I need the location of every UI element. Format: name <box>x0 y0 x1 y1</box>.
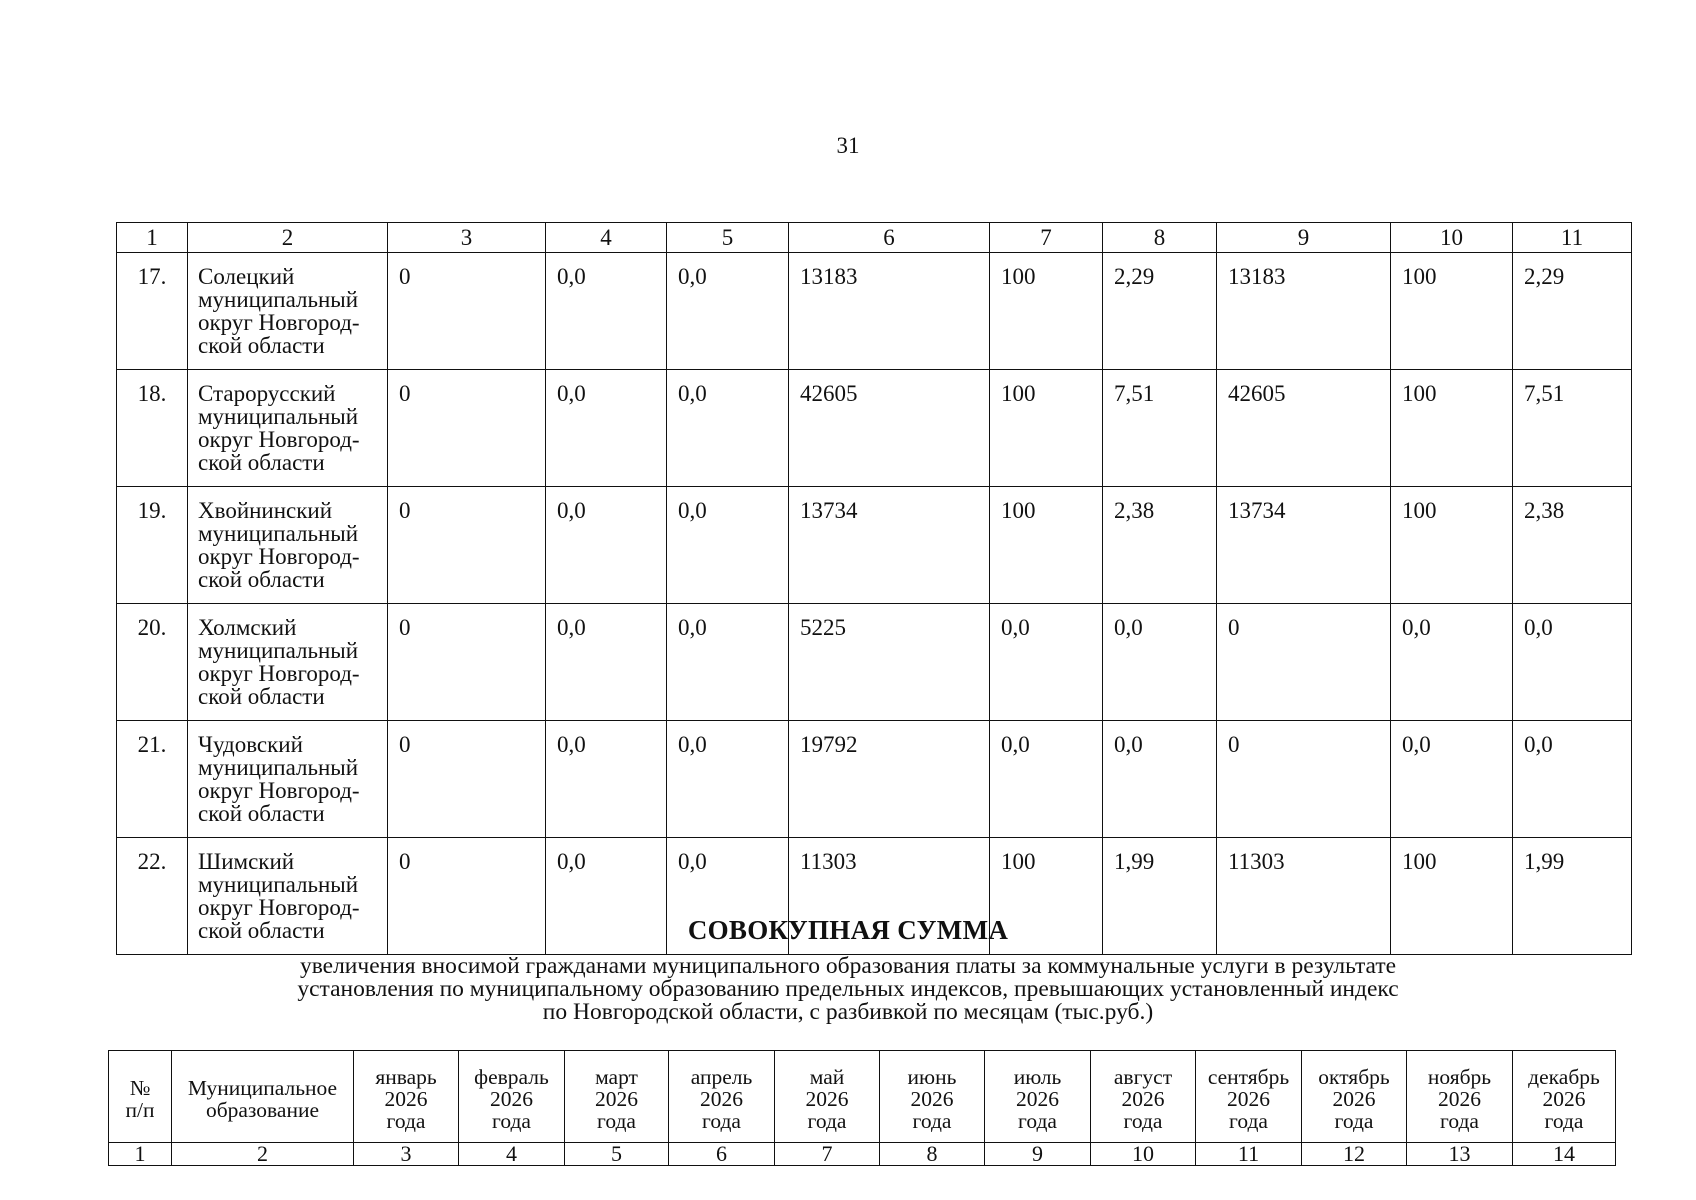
header-line: февраль <box>474 1064 549 1089</box>
table-cell: 0,0 <box>667 721 789 838</box>
table-cell: 100 <box>1391 487 1513 604</box>
column-number: 1 <box>109 1143 172 1166</box>
row-number: 19. <box>117 487 188 604</box>
table-cell: 11303 <box>789 838 990 955</box>
column-number: 11 <box>1196 1143 1302 1166</box>
header-line: 2026 <box>384 1086 428 1111</box>
column-number: 1 <box>117 223 188 253</box>
row-number: 22. <box>117 838 188 955</box>
column-number: 2 <box>172 1143 354 1166</box>
header-line: 2026 <box>1016 1086 1059 1111</box>
table-cell: 42605 <box>789 370 990 487</box>
column-number: 2 <box>188 223 388 253</box>
section-subtitle <box>170 955 1526 1024</box>
month-header <box>1407 1051 1513 1143</box>
table-cell: 100 <box>990 838 1103 955</box>
header-line: года <box>1334 1108 1374 1133</box>
table-cell: 0,0 <box>990 721 1103 838</box>
table-cell: 0 <box>388 487 546 604</box>
header-line: года <box>702 1108 741 1133</box>
header-line: года <box>386 1108 426 1133</box>
column-number: 6 <box>789 223 990 253</box>
municipality-name: Солецкий муниципальный округ Новгород- ской области <box>188 253 388 370</box>
column-number: 11 <box>1513 223 1632 253</box>
header-line: январь <box>375 1064 437 1089</box>
header-line: 2026 <box>595 1086 638 1111</box>
table-cell: 0,0 <box>1391 604 1513 721</box>
municipality-name: Шимский муниципальный округ Новгород- ской области <box>188 838 388 955</box>
table-row <box>117 721 1632 838</box>
municipality-name: Чудовский муниципальный округ Новгород- ской области <box>188 721 388 838</box>
header-line: года <box>1123 1108 1163 1133</box>
table-cell: 100 <box>990 253 1103 370</box>
header-line: 2026 <box>805 1086 849 1111</box>
column-number: 8 <box>1103 223 1217 253</box>
header-line: 2026 <box>490 1086 533 1111</box>
header-line: года <box>1229 1108 1268 1133</box>
table-cell: 7,51 <box>1103 370 1217 487</box>
column-number: 10 <box>1091 1143 1196 1166</box>
column-number: 5 <box>667 223 789 253</box>
table-cell: 100 <box>1391 253 1513 370</box>
header-line: октябрь <box>1318 1064 1390 1089</box>
table-cell: 100 <box>990 487 1103 604</box>
column-number: 12 <box>1302 1143 1407 1166</box>
table-cell: 0,0 <box>546 604 667 721</box>
header-line: 2026 <box>1542 1086 1586 1111</box>
section-title: СОВОКУПНАЯ СУММА <box>687 915 1009 945</box>
header-line: года <box>912 1108 952 1133</box>
table-cell: 0,0 <box>546 487 667 604</box>
column-number: 7 <box>990 223 1103 253</box>
monthly-breakdown-table <box>108 1050 1616 1166</box>
table-cell: 5225 <box>789 604 990 721</box>
subtitle-line-1: увеличения вносимой гражданами муниципального образования платы за коммунальные услуги в результате <box>299 953 1397 979</box>
row-number: 17. <box>117 253 188 370</box>
month-header <box>354 1051 459 1143</box>
header-line: июнь <box>907 1064 957 1089</box>
row-number: 18. <box>117 370 188 487</box>
table-cell: 13183 <box>789 253 990 370</box>
month-header-row <box>109 1051 1616 1143</box>
table-cell: 2,29 <box>1513 253 1632 370</box>
column-number: 10 <box>1391 223 1513 253</box>
header-line: года <box>1440 1108 1479 1133</box>
table-cell: 0,0 <box>1513 604 1632 721</box>
table-cell: 2,38 <box>1103 487 1217 604</box>
table-cell: 0 <box>1217 604 1391 721</box>
header-line: сентябрь <box>1207 1064 1290 1089</box>
table-cell: 0 <box>1217 721 1391 838</box>
month-header <box>1091 1051 1196 1143</box>
month-header <box>985 1051 1091 1143</box>
column-number: 4 <box>459 1143 565 1166</box>
column-number: 3 <box>388 223 546 253</box>
column-number: 9 <box>1217 223 1391 253</box>
column-number: 13 <box>1407 1143 1513 1166</box>
header-line: № <box>129 1075 151 1100</box>
table-row <box>117 487 1632 604</box>
page-number: 31 <box>836 133 860 158</box>
table-cell: 0,0 <box>667 370 789 487</box>
month-header <box>669 1051 775 1143</box>
header-line: ноябрь <box>1427 1064 1492 1089</box>
column-number: 5 <box>565 1143 669 1166</box>
table-cell: 0,0 <box>1103 721 1217 838</box>
table-row <box>117 370 1632 487</box>
table-cell: 0,0 <box>990 604 1103 721</box>
subtitle-line-2: установления по муниципальному образованию предельных индексов, превышающих установленный индекс <box>297 976 1399 1002</box>
table-cell: 1,99 <box>1103 838 1217 955</box>
header-line: декабрь <box>1528 1064 1600 1089</box>
table-row <box>117 253 1632 370</box>
header-line: образование <box>205 1097 320 1122</box>
header-line: Муниципальное <box>187 1075 338 1100</box>
table-cell: 0 <box>388 838 546 955</box>
column-number: 9 <box>985 1143 1091 1166</box>
column-number-row <box>117 223 1632 253</box>
header-line: года <box>1544 1108 1584 1133</box>
table-cell: 100 <box>1391 370 1513 487</box>
header-line: 2026 <box>1227 1086 1270 1111</box>
table-cell: 0,0 <box>546 721 667 838</box>
month-header <box>459 1051 565 1143</box>
header-line: апрель <box>690 1064 753 1089</box>
header-line: июль <box>1013 1064 1062 1089</box>
month-header <box>172 1051 354 1143</box>
table-cell: 13734 <box>789 487 990 604</box>
header-line: п/п <box>125 1097 155 1122</box>
month-header <box>880 1051 985 1143</box>
municipal-data-table <box>116 222 1632 955</box>
header-line: 2026 <box>1332 1086 1376 1111</box>
table-cell: 0,0 <box>667 838 789 955</box>
header-line: года <box>1018 1108 1057 1133</box>
table-cell: 0,0 <box>546 838 667 955</box>
column-number: 8 <box>880 1143 985 1166</box>
subtitle-line-3: по Новгородской области, с разбивкой по месяцам (тыс.руб.) <box>542 999 1154 1025</box>
header-line: август <box>1113 1064 1173 1089</box>
header-line: май <box>809 1064 845 1089</box>
month-header <box>1196 1051 1302 1143</box>
column-number: 6 <box>669 1143 775 1166</box>
column-number: 7 <box>775 1143 880 1166</box>
column-number: 3 <box>354 1143 459 1166</box>
table-cell: 0,0 <box>1513 721 1632 838</box>
table-cell: 13734 <box>1217 487 1391 604</box>
table-cell: 0,0 <box>667 604 789 721</box>
table-cell: 13183 <box>1217 253 1391 370</box>
table-cell: 42605 <box>1217 370 1391 487</box>
row-number: 21. <box>117 721 188 838</box>
header-line: март <box>595 1064 638 1089</box>
table-cell: 0 <box>388 604 546 721</box>
column-number: 4 <box>546 223 667 253</box>
header-line: года <box>597 1108 636 1133</box>
table-cell: 2,38 <box>1513 487 1632 604</box>
table-cell: 0,0 <box>667 487 789 604</box>
month-header <box>109 1051 172 1143</box>
municipality-name: Хвойнинский муниципальный округ Новгород- ской области <box>188 487 388 604</box>
header-line: 2026 <box>700 1086 743 1111</box>
header-line: 2026 <box>910 1086 954 1111</box>
row-number: 20. <box>117 604 188 721</box>
table-cell: 0,0 <box>1391 721 1513 838</box>
table-cell: 100 <box>1391 838 1513 955</box>
table-cell: 0,0 <box>1103 604 1217 721</box>
header-line: 2026 <box>1438 1086 1481 1111</box>
municipality-name: Холмский муниципальный округ Новгород- ской области <box>188 604 388 721</box>
table-cell: 0,0 <box>546 253 667 370</box>
table-cell: 19792 <box>789 721 990 838</box>
table-cell: 11303 <box>1217 838 1391 955</box>
table-cell: 2,29 <box>1103 253 1217 370</box>
table-cell: 0 <box>388 253 546 370</box>
header-line: 2026 <box>1121 1086 1165 1111</box>
table-row <box>117 604 1632 721</box>
table-cell: 1,99 <box>1513 838 1632 955</box>
header-line: года <box>492 1108 531 1133</box>
header-line: года <box>807 1108 847 1133</box>
table-cell: 0 <box>388 370 546 487</box>
column-number-row <box>109 1143 1616 1166</box>
month-header <box>1302 1051 1407 1143</box>
table-cell: 0,0 <box>546 370 667 487</box>
column-number: 14 <box>1513 1143 1616 1166</box>
month-header <box>1513 1051 1616 1143</box>
table-cell: 0,0 <box>667 253 789 370</box>
month-header <box>565 1051 669 1143</box>
month-header <box>775 1051 880 1143</box>
table-cell: 0 <box>388 721 546 838</box>
municipality-name: Старорусский муниципальный округ Новгород- ской области <box>188 370 388 487</box>
table-cell: 100 <box>990 370 1103 487</box>
table-cell: 7,51 <box>1513 370 1632 487</box>
